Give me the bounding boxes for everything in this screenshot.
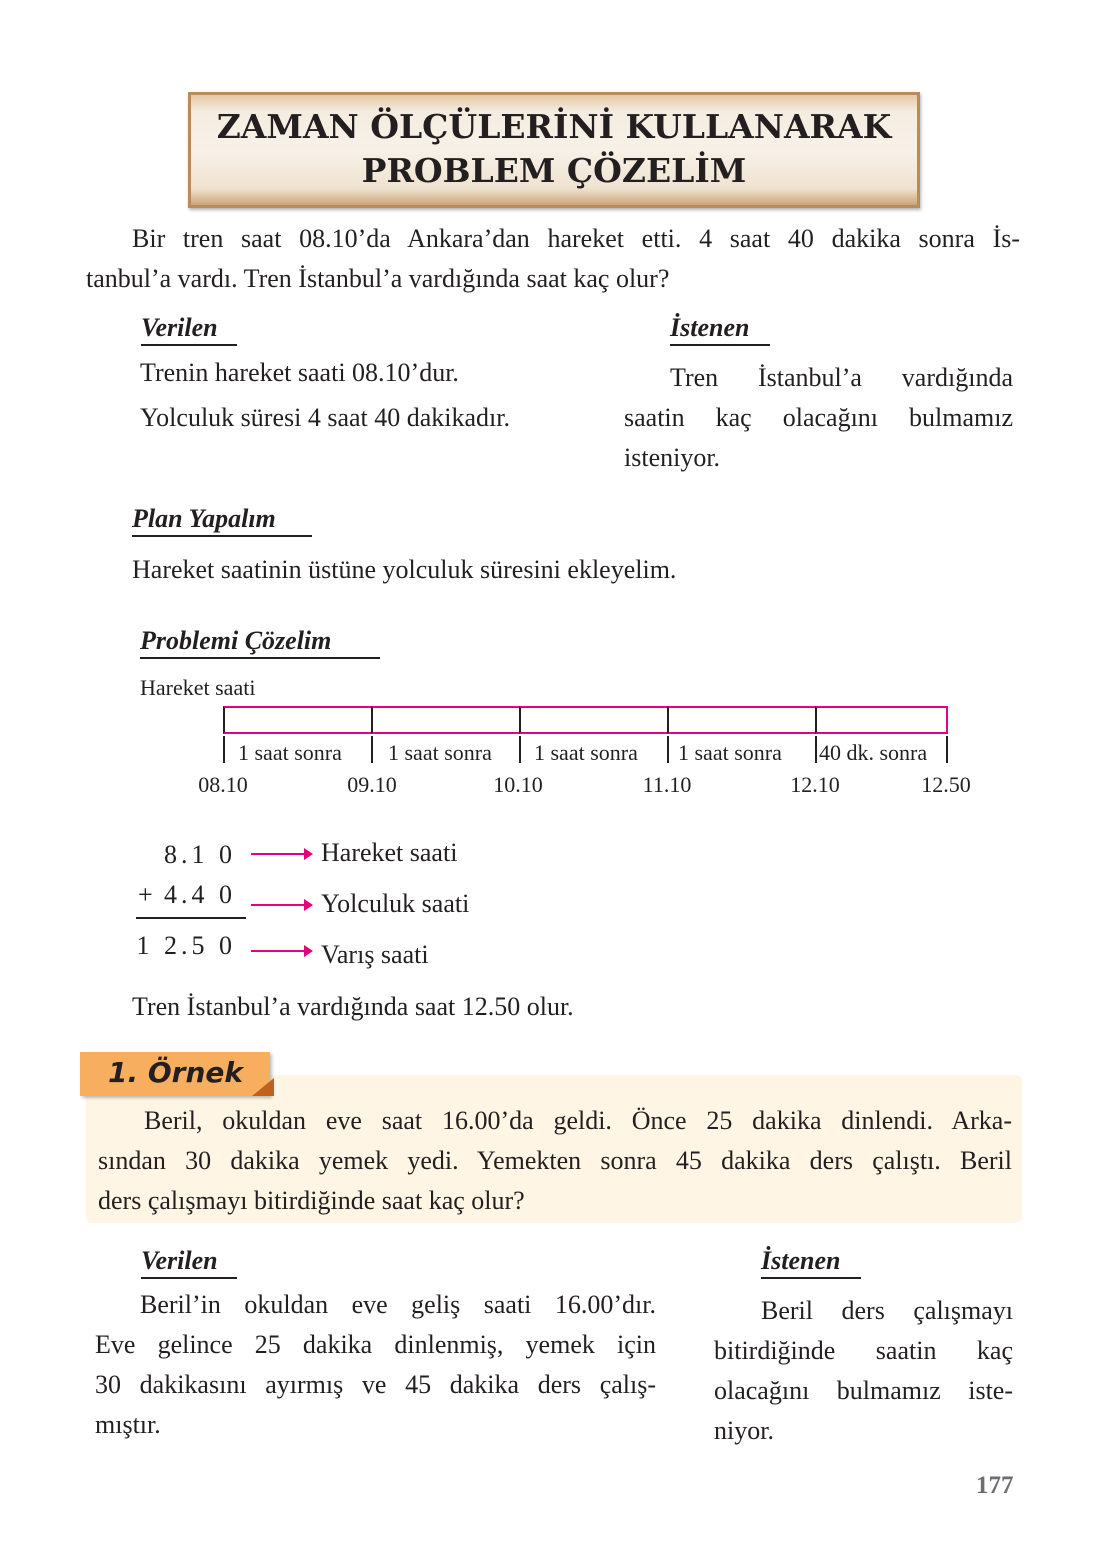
istenen-heading: İstenen <box>761 1245 861 1279</box>
istenen-line: isteniyor. <box>624 443 721 472</box>
timeline-cell <box>815 706 948 734</box>
timeline-cell <box>667 706 817 734</box>
verilen-line: Beril’in okuldan eve geliş saati 16.00’dır. <box>140 1290 656 1319</box>
title-line-2: PROBLEM ÇÖZELİM <box>361 151 747 190</box>
verilen-line: Eve gelince 25 dakika dinlenmiş, yemek için <box>95 1330 656 1359</box>
problem-line: tanbul’a vardı. Tren İstanbul’a vardığında saat kaç olur? <box>86 264 670 293</box>
solve-heading: Problemi Çözelim <box>140 625 380 659</box>
timeline-label: Hareket saati <box>140 675 256 700</box>
timeline-cell <box>223 706 373 734</box>
fold-corner <box>252 1078 274 1096</box>
verilen-heading: Verilen <box>141 1245 237 1279</box>
timeline-tick <box>371 736 373 763</box>
timeline-tick <box>519 736 521 763</box>
addend-b: 4.4 0 <box>164 880 236 909</box>
timeline-tick <box>946 736 948 763</box>
timeline-cell <box>519 706 669 734</box>
example-tag <box>80 1052 270 1096</box>
arrow-icon <box>251 950 311 952</box>
addend-a-label: Hareket saati <box>321 838 458 867</box>
segment-label: 1 saat sonra <box>388 740 492 765</box>
addend-b-label: Yolculuk saati <box>321 889 470 918</box>
example-line: sından 30 dakika yemek yedi. Yemekten sonra 45 dakika ders çalıştı. Beril <box>98 1146 1012 1175</box>
conclusion: Tren İstanbul’a vardığında saat 12.50 olur. <box>132 992 574 1021</box>
istenen-line: bitirdiğinde saatin kaç <box>714 1336 1013 1365</box>
time-label: 09.10 <box>347 772 397 797</box>
sum: 1 2.5 0 <box>136 931 236 960</box>
time-label: 10.10 <box>493 772 543 797</box>
sum-label: Varış saati <box>321 940 429 969</box>
verilen-line: Trenin hareket saati 08.10’dur. <box>140 358 459 387</box>
example-line: Beril, okuldan eve saat 16.00’da geldi. Önce 25 dakika dinlendi. Arka- <box>144 1106 1012 1135</box>
arrow-icon <box>251 904 311 906</box>
time-label: 12.50 <box>921 772 971 797</box>
istenen-line: Tren İstanbul’a vardığında <box>670 363 1013 392</box>
arrow-icon <box>251 853 311 855</box>
istenen-heading: İstenen <box>670 312 770 346</box>
segment-label: 1 saat sonra <box>238 740 342 765</box>
plan-heading: Plan Yapalım <box>132 503 312 537</box>
istenen-line: niyor. <box>714 1416 774 1445</box>
addend-a: 8.1 0 <box>164 840 236 869</box>
example-line: ders çalışmayı bitirdiğinde saat kaç olur? <box>98 1186 525 1215</box>
timeline-tick <box>223 736 225 763</box>
segment-label: 1 saat sonra <box>534 740 638 765</box>
verilen-line: 30 dakikasını ayırmış ve 45 dakika ders çalış- <box>95 1370 656 1399</box>
istenen-line: saatin kaç olacağını bulmamız <box>624 403 1013 432</box>
istenen-line: olacağını bulmamız iste- <box>714 1376 1013 1405</box>
verilen-line: mıştır. <box>95 1410 161 1439</box>
problem-line: Bir tren saat 08.10’da Ankara’dan hareket etti. 4 saat 40 dakika sonra İs- <box>132 224 1020 253</box>
timeline-tick <box>667 736 669 763</box>
time-label: 12.10 <box>790 772 840 797</box>
verilen-heading: Verilen <box>141 312 237 346</box>
time-label: 08.10 <box>198 772 248 797</box>
title-banner <box>188 92 920 208</box>
sum-line <box>136 917 246 919</box>
plan-text: Hareket saatinin üstüne yolculuk süresini ekleyelim. <box>132 555 677 584</box>
timeline-cell <box>371 706 521 734</box>
time-label: 11.10 <box>642 772 692 797</box>
istenen-line: Beril ders çalışmayı <box>761 1296 1013 1325</box>
segment-label: 1 saat sonra <box>678 740 782 765</box>
example-tag-label: 1. Örnek <box>108 1056 244 1089</box>
timeline-tick <box>815 736 817 763</box>
plus-sign: + <box>138 880 153 909</box>
page-number: 177 <box>976 1472 1014 1499</box>
segment-label: 40 dk. sonra <box>819 740 928 765</box>
verilen-line: Yolculuk süresi 4 saat 40 dakikadır. <box>140 403 510 432</box>
title-line-1: ZAMAN ÖLÇÜLERİNİ KULLANARAK <box>216 107 892 146</box>
